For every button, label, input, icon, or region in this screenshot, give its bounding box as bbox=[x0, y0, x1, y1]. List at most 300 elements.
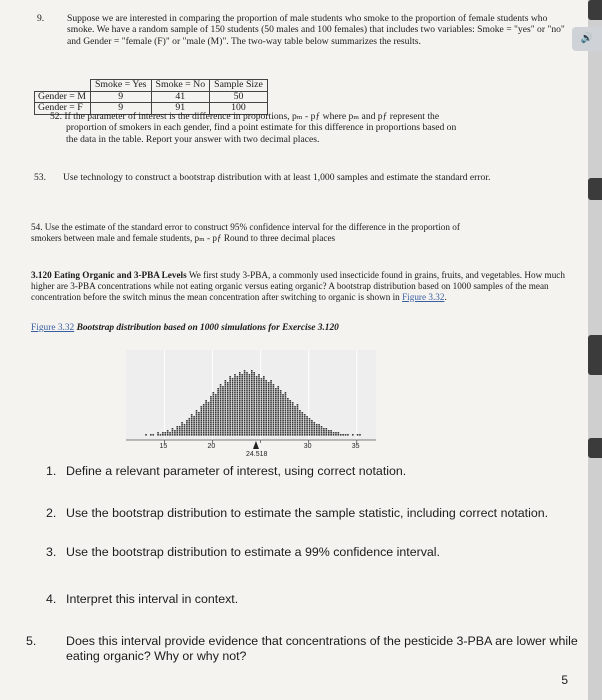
data-dot bbox=[191, 424, 193, 426]
data-dot bbox=[261, 410, 263, 412]
data-dot bbox=[227, 418, 229, 420]
data-dot bbox=[261, 394, 263, 396]
data-dot bbox=[227, 398, 229, 400]
data-dot bbox=[215, 434, 217, 436]
data-dot bbox=[268, 394, 270, 396]
data-dot bbox=[258, 402, 260, 404]
data-dot bbox=[205, 406, 207, 408]
data-dot bbox=[229, 382, 231, 384]
data-dot bbox=[280, 426, 282, 428]
data-dot bbox=[297, 404, 299, 406]
data-dot bbox=[222, 396, 224, 398]
data-dot bbox=[215, 422, 217, 424]
data-dot bbox=[244, 382, 246, 384]
data-dot bbox=[270, 412, 272, 414]
data-dot bbox=[253, 372, 255, 374]
data-dot bbox=[191, 434, 193, 436]
data-dot bbox=[251, 390, 253, 392]
data-dot bbox=[201, 426, 203, 428]
data-dot bbox=[299, 410, 301, 412]
data-dot bbox=[270, 382, 272, 384]
data-dot bbox=[246, 416, 248, 418]
data-dot bbox=[246, 402, 248, 404]
data-dot bbox=[232, 424, 234, 426]
data-dot bbox=[258, 430, 260, 432]
data-dot bbox=[237, 416, 239, 418]
data-dot bbox=[232, 402, 234, 404]
data-dot bbox=[265, 408, 267, 410]
marked-value-pointer bbox=[253, 441, 259, 449]
data-dot bbox=[220, 390, 222, 392]
data-dot bbox=[268, 432, 270, 434]
data-dot bbox=[335, 434, 337, 436]
data-dot bbox=[205, 408, 207, 410]
data-dot bbox=[277, 414, 279, 416]
data-dot bbox=[239, 376, 241, 378]
question-54-line: smokers between male and female students, pₘ - pƒ Round to three decimal places bbox=[31, 233, 336, 243]
data-dot bbox=[222, 422, 224, 424]
question-53-number: 53. bbox=[34, 172, 46, 183]
data-dot bbox=[217, 418, 219, 420]
table-cell: 41 bbox=[151, 91, 210, 103]
data-dot bbox=[280, 412, 282, 414]
data-dot bbox=[176, 430, 178, 432]
data-dot bbox=[215, 424, 217, 426]
data-dot bbox=[253, 406, 255, 408]
data-dot bbox=[251, 386, 253, 388]
data-dot bbox=[323, 434, 325, 436]
data-dot bbox=[258, 376, 260, 378]
data-dot bbox=[359, 434, 361, 436]
figure-link[interactable]: Figure 3.32 bbox=[402, 291, 445, 302]
data-dot bbox=[263, 384, 265, 386]
data-dot bbox=[275, 434, 277, 436]
data-dot bbox=[297, 422, 299, 424]
data-dot bbox=[193, 418, 195, 420]
data-dot bbox=[201, 412, 203, 414]
data-dot bbox=[244, 420, 246, 422]
data-dot bbox=[222, 388, 224, 390]
data-dot bbox=[282, 418, 284, 420]
data-dot bbox=[244, 372, 246, 374]
data-dot bbox=[229, 422, 231, 424]
data-dot bbox=[246, 380, 248, 382]
data-dot bbox=[249, 394, 251, 396]
data-dot bbox=[265, 402, 267, 404]
data-dot bbox=[273, 408, 275, 410]
data-dot bbox=[210, 412, 212, 414]
data-dot bbox=[263, 422, 265, 424]
data-dot bbox=[277, 396, 279, 398]
data-dot bbox=[249, 426, 251, 428]
data-dot bbox=[215, 420, 217, 422]
data-dot bbox=[210, 418, 212, 420]
table-cell: 100 bbox=[210, 103, 268, 115]
data-dot bbox=[239, 432, 241, 434]
data-dot bbox=[304, 414, 306, 416]
data-dot bbox=[181, 432, 183, 434]
data-dot bbox=[314, 426, 316, 428]
data-dot bbox=[189, 428, 191, 430]
data-dot bbox=[241, 430, 243, 432]
data-dot bbox=[280, 408, 282, 410]
data-dot bbox=[275, 418, 277, 420]
exercise-3-120 bbox=[31, 270, 571, 303]
data-dot bbox=[294, 414, 296, 416]
question-9-number: 9. bbox=[37, 13, 45, 24]
data-dot bbox=[210, 402, 212, 404]
data-dot bbox=[215, 418, 217, 420]
data-dot bbox=[220, 398, 222, 400]
data-dot bbox=[294, 418, 296, 420]
data-dot bbox=[196, 434, 198, 436]
data-dot bbox=[222, 424, 224, 426]
data-dot bbox=[282, 414, 284, 416]
data-dot bbox=[220, 420, 222, 422]
question-5 bbox=[26, 634, 602, 664]
data-dot bbox=[246, 384, 248, 386]
data-dot bbox=[299, 422, 301, 424]
data-dot bbox=[239, 430, 241, 432]
data-dot bbox=[263, 392, 265, 394]
data-dot bbox=[301, 428, 303, 430]
data-dot bbox=[249, 410, 251, 412]
data-dot bbox=[287, 406, 289, 408]
data-dot bbox=[222, 416, 224, 418]
data-dot bbox=[249, 400, 251, 402]
data-dot bbox=[277, 422, 279, 424]
data-dot bbox=[297, 418, 299, 420]
data-dot bbox=[282, 422, 284, 424]
data-dot bbox=[244, 388, 246, 390]
data-dot bbox=[234, 398, 236, 400]
data-dot bbox=[285, 428, 287, 430]
data-dot bbox=[189, 430, 191, 432]
data-dot bbox=[246, 412, 248, 414]
data-dot bbox=[237, 430, 239, 432]
question-53 bbox=[34, 172, 564, 183]
data-dot bbox=[280, 394, 282, 396]
data-dot bbox=[225, 418, 227, 420]
data-dot bbox=[253, 398, 255, 400]
data-dot bbox=[311, 434, 313, 436]
tick-label: 20 bbox=[207, 443, 216, 450]
data-dot bbox=[225, 382, 227, 384]
data-dot bbox=[299, 418, 301, 420]
data-dot bbox=[265, 396, 267, 398]
data-dot bbox=[213, 420, 215, 422]
data-dot bbox=[234, 380, 236, 382]
data-dot bbox=[237, 412, 239, 414]
data-dot bbox=[237, 406, 239, 408]
data-dot bbox=[323, 430, 325, 432]
data-dot bbox=[198, 432, 200, 434]
data-dot bbox=[191, 420, 193, 422]
data-dot bbox=[203, 424, 205, 426]
data-dot bbox=[249, 434, 251, 436]
data-dot bbox=[239, 428, 241, 430]
data-dot bbox=[251, 394, 253, 396]
data-dot bbox=[251, 408, 253, 410]
data-dot bbox=[321, 426, 323, 428]
data-dot bbox=[198, 426, 200, 428]
data-dot bbox=[277, 412, 279, 414]
data-dot bbox=[258, 378, 260, 380]
data-dot bbox=[251, 414, 253, 416]
question-9-text: Suppose we are interested in comparing the proportion of male students who smoke to the proportion of female students who smoke. We have a random sample of 150 students (50 males and 100 females) that includes two variables: Smoke = "yes" or "no" and Gender = "female (F)" or "male (M)". The two-way table below summarizes the results. bbox=[67, 13, 565, 47]
data-dot bbox=[335, 432, 337, 434]
data-dot bbox=[225, 410, 227, 412]
data-dot bbox=[282, 416, 284, 418]
data-dot bbox=[261, 426, 263, 428]
data-dot bbox=[256, 402, 258, 404]
data-dot bbox=[282, 410, 284, 412]
data-dot bbox=[234, 424, 236, 426]
data-dot bbox=[189, 420, 191, 422]
data-dot bbox=[301, 432, 303, 434]
data-dot bbox=[309, 418, 311, 420]
data-dot bbox=[229, 392, 231, 394]
data-dot bbox=[189, 426, 191, 428]
data-dot bbox=[196, 432, 198, 434]
data-dot bbox=[277, 394, 279, 396]
data-dot bbox=[256, 434, 258, 436]
data-dot bbox=[253, 422, 255, 424]
speaker-icon[interactable]: 🔊 bbox=[572, 27, 602, 51]
data-dot bbox=[213, 394, 215, 396]
data-dot bbox=[198, 420, 200, 422]
data-dot bbox=[244, 406, 246, 408]
data-dot bbox=[285, 408, 287, 410]
data-dot bbox=[217, 434, 219, 436]
data-dot bbox=[225, 416, 227, 418]
data-dot bbox=[333, 434, 335, 436]
data-dot bbox=[213, 396, 215, 398]
data-dot bbox=[251, 396, 253, 398]
tick-label: 15 bbox=[159, 443, 168, 450]
data-dot bbox=[222, 412, 224, 414]
data-dot bbox=[261, 434, 263, 436]
data-dot bbox=[258, 396, 260, 398]
question-54 bbox=[31, 222, 571, 244]
scroll-tab[interactable] bbox=[588, 335, 602, 375]
data-dot bbox=[205, 420, 207, 422]
data-dot bbox=[258, 398, 260, 400]
data-dot bbox=[234, 402, 236, 404]
data-dot bbox=[234, 420, 236, 422]
data-dot bbox=[208, 406, 210, 408]
data-dot bbox=[297, 434, 299, 436]
data-dot bbox=[268, 402, 270, 404]
data-dot bbox=[294, 412, 296, 414]
data-dot bbox=[287, 418, 289, 420]
data-dot bbox=[179, 426, 181, 428]
data-dot bbox=[244, 400, 246, 402]
data-dot bbox=[217, 432, 219, 434]
data-dot bbox=[265, 416, 267, 418]
data-dot bbox=[232, 430, 234, 432]
data-dot bbox=[239, 394, 241, 396]
data-dot bbox=[249, 390, 251, 392]
data-dot bbox=[261, 380, 263, 382]
data-dot bbox=[258, 420, 260, 422]
data-dot bbox=[256, 382, 258, 384]
data-dot bbox=[225, 386, 227, 388]
data-dot bbox=[244, 428, 246, 430]
data-dot bbox=[244, 378, 246, 380]
data-dot bbox=[258, 418, 260, 420]
data-dot bbox=[277, 406, 279, 408]
data-dot bbox=[232, 422, 234, 424]
data-dot bbox=[282, 426, 284, 428]
data-dot bbox=[309, 434, 311, 436]
data-dot bbox=[285, 406, 287, 408]
data-dot bbox=[275, 406, 277, 408]
data-dot bbox=[208, 432, 210, 434]
data-dot bbox=[234, 434, 236, 436]
data-dot bbox=[256, 392, 258, 394]
data-dot bbox=[181, 430, 183, 432]
data-dot bbox=[189, 418, 191, 420]
data-dot bbox=[167, 430, 169, 432]
data-dot bbox=[273, 386, 275, 388]
data-dot bbox=[246, 418, 248, 420]
data-dot bbox=[275, 414, 277, 416]
data-dot bbox=[234, 396, 236, 398]
data-dot bbox=[285, 414, 287, 416]
data-dot bbox=[301, 422, 303, 424]
data-dot bbox=[232, 388, 234, 390]
data-dot bbox=[220, 426, 222, 428]
data-dot bbox=[268, 384, 270, 386]
data-dot bbox=[222, 400, 224, 402]
data-dot bbox=[174, 432, 176, 434]
data-dot bbox=[203, 414, 205, 416]
caption-figure-link[interactable]: Figure 3.32 bbox=[31, 323, 75, 333]
data-dot bbox=[287, 416, 289, 418]
data-dot bbox=[280, 392, 282, 394]
data-dot bbox=[256, 420, 258, 422]
data-dot bbox=[265, 380, 267, 382]
data-dot bbox=[314, 432, 316, 434]
data-dot bbox=[282, 420, 284, 422]
data-dot bbox=[282, 396, 284, 398]
data-dot bbox=[314, 424, 316, 426]
data-dot bbox=[280, 434, 282, 436]
data-dot bbox=[263, 412, 265, 414]
data-dot bbox=[261, 424, 263, 426]
data-dot bbox=[280, 400, 282, 402]
scroll-tab[interactable] bbox=[588, 438, 602, 458]
data-dot bbox=[251, 420, 253, 422]
data-dot bbox=[258, 428, 260, 430]
data-dot bbox=[256, 416, 258, 418]
data-dot bbox=[253, 416, 255, 418]
data-dot bbox=[160, 434, 162, 436]
data-dot bbox=[229, 400, 231, 402]
data-dot bbox=[234, 382, 236, 384]
data-dot bbox=[205, 418, 207, 420]
data-dot bbox=[253, 386, 255, 388]
data-dot bbox=[275, 424, 277, 426]
table-header: Smoke = No bbox=[151, 80, 210, 92]
data-dot bbox=[256, 396, 258, 398]
data-dot bbox=[241, 426, 243, 428]
data-dot bbox=[280, 420, 282, 422]
data-dot bbox=[292, 422, 294, 424]
data-dot bbox=[275, 410, 277, 412]
data-dot bbox=[263, 414, 265, 416]
data-dot bbox=[292, 406, 294, 408]
data-dot bbox=[297, 414, 299, 416]
data-dot bbox=[191, 430, 193, 432]
data-dot bbox=[191, 422, 193, 424]
data-dot bbox=[227, 410, 229, 412]
data-dot bbox=[265, 394, 267, 396]
scroll-tab[interactable] bbox=[588, 0, 602, 20]
data-dot bbox=[306, 418, 308, 420]
data-dot bbox=[229, 424, 231, 426]
question-text: Interpret this interval in context. bbox=[66, 592, 239, 606]
data-dot bbox=[292, 432, 294, 434]
data-dot bbox=[241, 384, 243, 386]
data-dot bbox=[261, 384, 263, 386]
table-cell: 91 bbox=[151, 103, 210, 115]
data-dot bbox=[225, 400, 227, 402]
data-dot bbox=[261, 418, 263, 420]
data-dot bbox=[268, 422, 270, 424]
data-dot bbox=[256, 388, 258, 390]
data-dot bbox=[256, 390, 258, 392]
data-dot bbox=[198, 424, 200, 426]
data-dot bbox=[220, 408, 222, 410]
data-dot bbox=[289, 416, 291, 418]
data-dot bbox=[237, 386, 239, 388]
data-dot bbox=[172, 428, 174, 430]
data-dot bbox=[282, 402, 284, 404]
data-dot bbox=[275, 416, 277, 418]
data-dot bbox=[253, 412, 255, 414]
data-dot bbox=[277, 434, 279, 436]
data-dot bbox=[239, 418, 241, 420]
data-dot bbox=[229, 388, 231, 390]
question-2 bbox=[46, 506, 576, 521]
data-dot bbox=[210, 428, 212, 430]
data-dot bbox=[256, 418, 258, 420]
data-dot bbox=[164, 432, 166, 434]
data-dot bbox=[152, 434, 154, 436]
data-dot bbox=[297, 432, 299, 434]
data-dot bbox=[215, 402, 217, 404]
data-dot bbox=[244, 398, 246, 400]
data-dot bbox=[270, 390, 272, 392]
data-dot bbox=[205, 430, 207, 432]
data-dot bbox=[289, 414, 291, 416]
data-dot bbox=[249, 428, 251, 430]
data-dot bbox=[277, 418, 279, 420]
data-dot bbox=[275, 428, 277, 430]
scroll-tab[interactable] bbox=[588, 178, 602, 200]
data-dot bbox=[273, 424, 275, 426]
data-dot bbox=[273, 396, 275, 398]
data-dot bbox=[265, 418, 267, 420]
data-dot bbox=[239, 396, 241, 398]
data-dot bbox=[265, 410, 267, 412]
data-dot bbox=[263, 410, 265, 412]
data-dot bbox=[306, 424, 308, 426]
data-dot bbox=[225, 412, 227, 414]
data-dot bbox=[306, 416, 308, 418]
